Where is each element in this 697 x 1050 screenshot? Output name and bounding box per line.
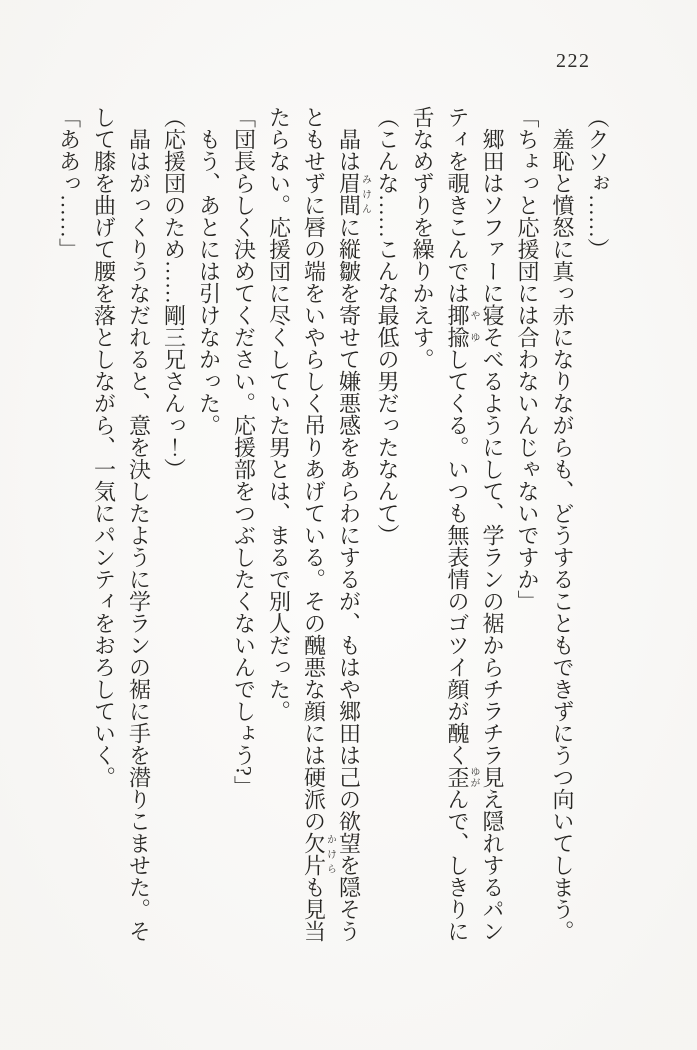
furigana: やゆ (468, 304, 479, 348)
paragraph-7: 「団長らしく決めてください。応援部をつぶしたくないんでしょう?」 (231, 106, 257, 798)
paragraph-2: 羞恥と憤怒に真っ赤になりながらも、どうすることもできずにうつ向いてしまう。 (550, 128, 575, 942)
furigana: かけら (324, 832, 336, 876)
paragraph-11: 「ああっ……」 (56, 106, 82, 260)
paragraph-4: 郷田はソファーに寝そべるようにして、学ランの裾からチラチラ見え隠れするパンティを覗きこんでは揶揄やゆしてくる。いつも無表情のゴツイ顔が醜く歪ゆがんで、しきりに舌なめずりを繰りかえす。 (410, 106, 505, 942)
paragraph-3: 「ちょっと応援団には合わないんじゃないですか」 (515, 106, 540, 612)
vertical-text-block (55, 106, 615, 944)
page-number: 222 (556, 50, 591, 72)
ruby-annotated-word: 眉間みけん (336, 172, 371, 216)
paragraph-5: （こんな……こんな最低の男だったなんて） (375, 106, 400, 546)
ruby-annotated-word: 揶揄やゆ (445, 304, 479, 348)
paragraph-6: 晶は眉間みけんに縦皺を寄せて嫌悪感をあらわにするが、もはや郷田は己の欲望を隠そうともせずに唇の端をいやらしく吊りあげている。その醜悪な顔には硬派の欠片かけらも見当たらない。応援団に尽くしていた男とは、まるで別人だった。 (266, 106, 371, 942)
paragraph-8: もう、あとには引けなかった。 (196, 128, 222, 436)
furigana: みけん (359, 172, 371, 216)
paragraph-10: 晶はがっくりうなだれると、意を決したように学ランの裾に手を潜りこませた。そして膝を曲げて腰を落としながら、一気にパンティをおろしていく。 (91, 106, 152, 942)
furigana: ゆが (468, 766, 479, 788)
ruby-annotated-word: 歪ゆが (445, 766, 479, 788)
ruby-annotated-word: 欠片かけら (301, 832, 336, 876)
paragraph-1: （クソぉ……） (585, 106, 610, 260)
paragraph-9: （応援団のため……剛三兄さんっ！） (161, 106, 187, 480)
